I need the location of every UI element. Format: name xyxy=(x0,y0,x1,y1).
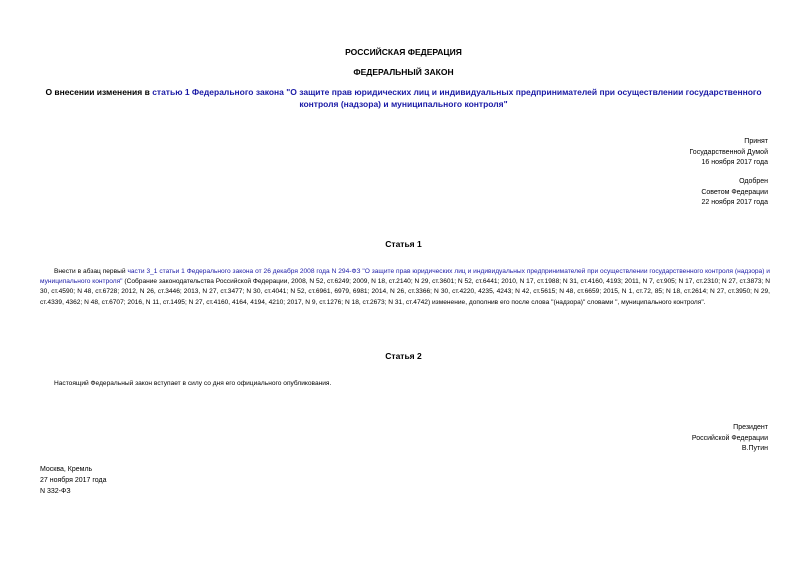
approved-block xyxy=(568,177,768,209)
approved-date: 22 ноября 2017 года xyxy=(701,199,768,206)
article2-heading: Статья 2 xyxy=(385,351,422,361)
signature-title: Президент xyxy=(733,424,768,431)
signature-country: Российской Федерации xyxy=(691,434,768,442)
footer-date: 27 ноября 2017 года xyxy=(40,477,107,484)
law-type-heading: ФЕДЕРАЛЬНЫЙ ЗАКОН xyxy=(353,67,454,77)
article1-heading: Статья 1 xyxy=(385,239,422,249)
adopted-body: Государственной Думой xyxy=(689,148,768,156)
law-title xyxy=(40,86,767,110)
signature-block xyxy=(568,423,768,455)
article1-text xyxy=(40,267,770,308)
adopted-block xyxy=(568,137,768,169)
article1-text-rest: (Собрание законодательства Российской Федерации, 2008, N 52, ст.6249; 2009, N 18, ст.2140; N 29, ст.3601; N 52, ст.6441; 2010, N 17, ст.1988; N 31, ст.4160, 4193; 2011, N 7, ст.905; N 17, ст.2310; N 27, ст.3873; N 30, ст.4590; N 48, ст.6728; 2012, N 26, ст.3446; 2013, N 27, ст.3477; N 30, ст.4041; N 52, ст.6961, 6979, 6981; 2014, N 26, ст.3366; N 30, ст.4220, 4235, 4243; N 42, ст.5615; N 48, ст.6659; 2015, N 1, ст.72, 85; N 18, ст.2614; N 27, ст.3950; N 29, ст.4339, 4362; N 48, ст.6707; 2016, N 11, ст.1495; N 27, ст.4160, 4164, 4194, 4210; 2017, N 9, ст.1276; N 18, ст.2673; N 31, ст.4742) изменение, дополнив его после слова "(надзора)" словами ", муниципального контроля". xyxy=(40,278,771,306)
article1-law-link[interactable]: части 3_1 статьи 1 Федерального закона от 26 декабря 2008 года N 294-ФЗ "О защите прав юридических лиц и индивидуальных предпринимателей при осуществлении государственного контроля (надзора) и муниципального контроля" xyxy=(40,268,770,286)
article2-text-content: Настоящий Федеральный закон вступает в силу со дня его официального опубликования. xyxy=(54,380,332,387)
footer-block xyxy=(40,464,106,497)
country-heading: РОССИЙСКАЯ ФЕДЕРАЦИЯ xyxy=(345,47,462,57)
adopted-date: 16 ноября 2017 года xyxy=(701,159,768,166)
adopted-label: Принят xyxy=(744,138,768,145)
signature-name: В.Путин xyxy=(741,445,768,452)
law-title-prefix: О внесении изменения в xyxy=(45,87,153,97)
article1-text-prefix: Внести в абзац первый xyxy=(54,268,128,275)
law-title-link[interactable]: статью 1 Федерального закона "О защите прав юридических лиц и индивидуальных предпринимателей при осуществлении государственного контроля (надзора) и муниципального контроля" xyxy=(152,87,762,109)
footer-place: Москва, Кремль xyxy=(40,466,93,473)
article2-text xyxy=(40,379,770,389)
footer-number: N 332-ФЗ xyxy=(40,488,71,495)
approved-body: Советом Федерации xyxy=(701,188,768,196)
approved-label: Одобрен xyxy=(739,178,768,185)
